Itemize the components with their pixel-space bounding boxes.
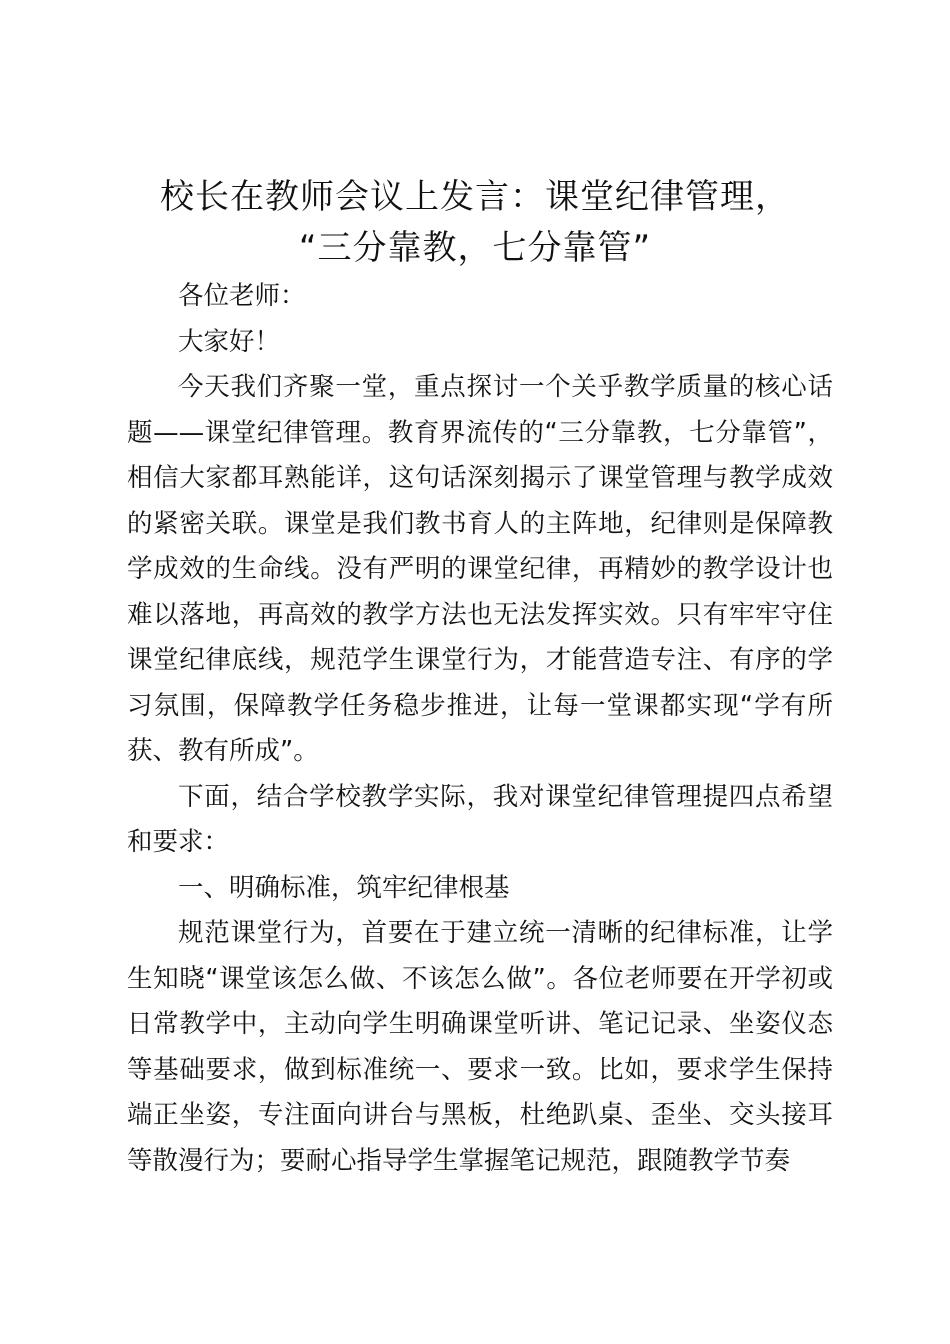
document-body <box>127 274 833 1184</box>
body-paragraph-section-1: 规范课堂行为，首要在于建立统一清晰的纪律标准，让学生知晓“课堂该怎么做、不该怎么做”。各位老师要在开学初或日常教学中，主动向学生明确课堂听讲、笔记记录、坐姿仪态等基础要求，做到标准统一、要求一致。比如，要求学生保持端正坐姿，专注面向讲台与黑板，杜绝趴桌、歪坐、交头接耳等散漫行为；要耐心指导学生掌握笔记规范，跟随教学节奏 <box>127 918 833 1176</box>
body-paragraph-transition: 下面，结合学校教学实际，我对课堂纪律管理提四点希望和要求： <box>127 781 833 857</box>
salutation: 各位老师： <box>178 281 306 311</box>
section-heading-1: 一、明确标准，筑牢纪律根基 <box>178 872 510 903</box>
greeting: 大家好！ <box>178 326 281 357</box>
body-paragraph-intro: 今天我们齐聚一堂，重点探讨一个关乎教学质量的核心话题——课堂纪律管理。教育界流传的“三分靠教，七分靠管”，相信大家都耳熟能详，这句话深刻揭示了课堂管理与教学成效的紧密关联。课堂是我们教书育人的主阵地，纪律则是保障教学成效的生命线。没有严明的课堂纪律，再精妙的教学设计也难以落地，再高效的教学方法也无法发挥实效。只有牢牢守住课堂纪律底线，规范学生课堂行为，才能营造专注、有序的学习氛围，保障教学任务稳步推进，让每一堂课都实现“学有所获、教有所成”。 <box>127 372 833 766</box>
document-title-line-2: “三分靠教，七分靠管” <box>298 228 652 268</box>
document-title-line-1: 校长在教师会议上发言：课堂纪律管理， <box>160 177 790 217</box>
